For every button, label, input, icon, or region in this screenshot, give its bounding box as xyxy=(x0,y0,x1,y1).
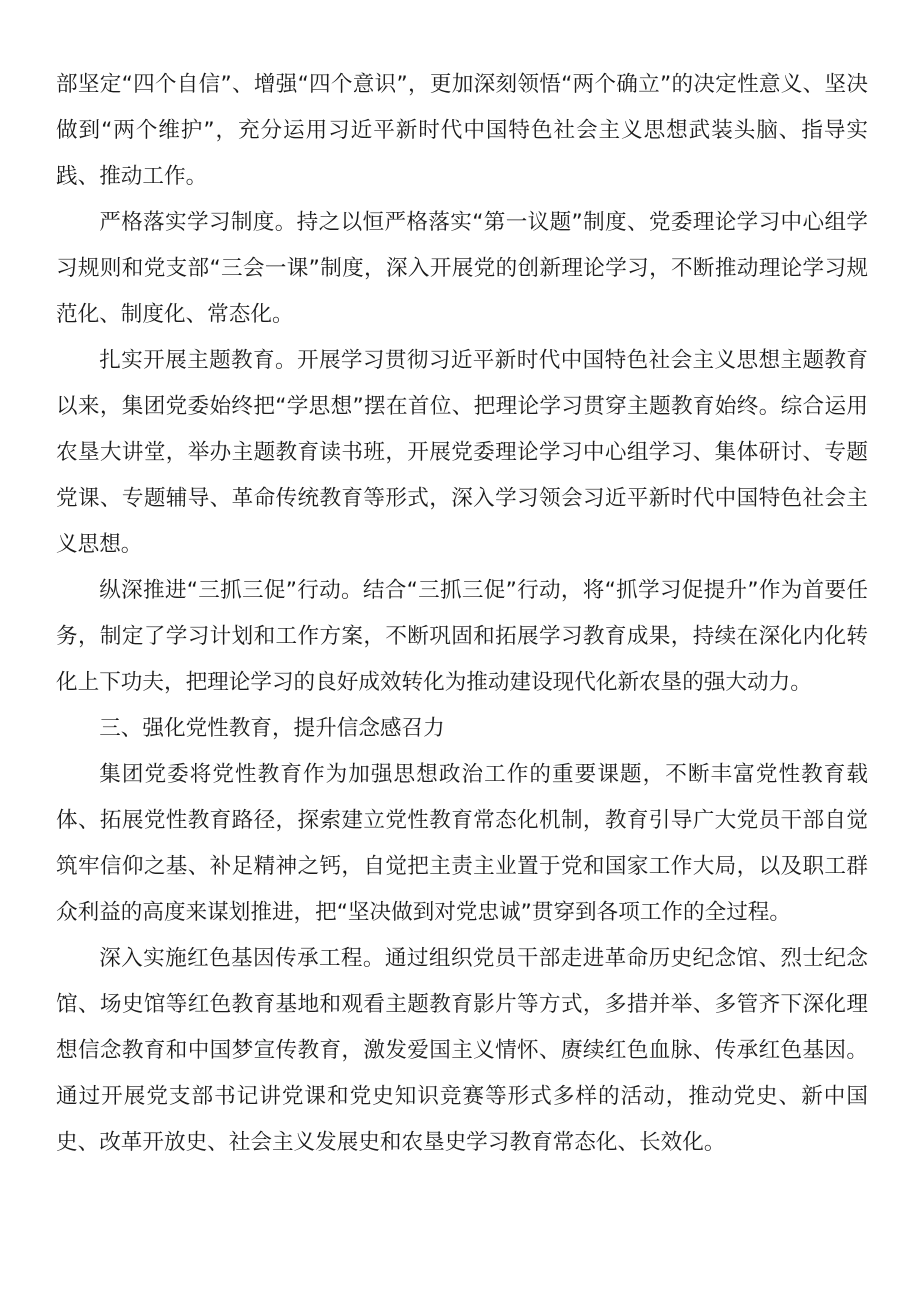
paragraph-party-education: 集团党委将党性教育作为加强思想政治工作的重要课题，不断丰富党性教育载体、拓展党性教育路径，探索建立党性教育常态化机制，教育引导广大党员干部自觉筑牢信仰之基、补足精神之钙，自觉把主责主业置于党和国家工作大局，以及职工群众利益的高度来谋划推进，把“坚决做到对党忠诚”贯穿到各项工作的全过程。 xyxy=(56,762,868,925)
paragraph-study-system: 严格落实学习制度。持之以恒严格落实“第一议题”制度、党委理论学习中心组学习规则和党支部“三会一课”制度，深入开展党的创新理论学习，不断推动理论学习规范化、制度化、常态化。 xyxy=(56,210,868,327)
document-page xyxy=(56,62,868,1166)
paragraph-continuation: 部坚定“四个自信”、增强“四个意识”，更加深刻领悟“两个确立”的决定性意义、坚决做到“两个维护”，充分运用习近平新时代中国特色社会主义思想武装头脑、指导实践、推动工作。 xyxy=(56,72,868,189)
section-heading-3: 三、强化党性教育，提升信念感召力 xyxy=(99,716,445,741)
paragraph-theme-education: 扎实开展主题教育。开展学习贯彻习近平新时代中国特色社会主义思想主题教育以来，集团党委始终把“学思想”摆在首位、把理论学习贯穿主题教育始终。综合运用农垦大讲堂，举办主题教育读书班，开展党委理论学习中心组学习、集体研讨、专题党课、专题辅导、革命传统教育等形式，深入学习领会习近平新时代中国特色社会主义思想。 xyxy=(56,348,868,557)
paragraph-three-grasp: 纵深推进“三抓三促”行动。结合“三抓三促”行动，将“抓学习促提升”作为首要任务，制定了学习计划和工作方案，不断巩固和拓展学习教育成果，持续在深化内化转化上下功夫，把理论学习的良好成效转化为推动建设现代化新农垦的强大动力。 xyxy=(56,578,868,695)
paragraph-red-gene: 深入实施红色基因传承工程。通过组织党员干部走进革命历史纪念馆、烈士纪念馆、场史馆等红色教育基地和观看主题教育影片等方式，多措并举、多管齐下深化理想信念教育和中国梦宣传教育，激发爱国主义情怀、赓续红色血脉、传承红色基因。通过开展党支部书记讲党课和党史知识竞赛等形式多样的活动，推动党史、新中国史、改革开放史、社会主义发展史和农垦史学习教育常态化、长效化。 xyxy=(56,946,868,1155)
